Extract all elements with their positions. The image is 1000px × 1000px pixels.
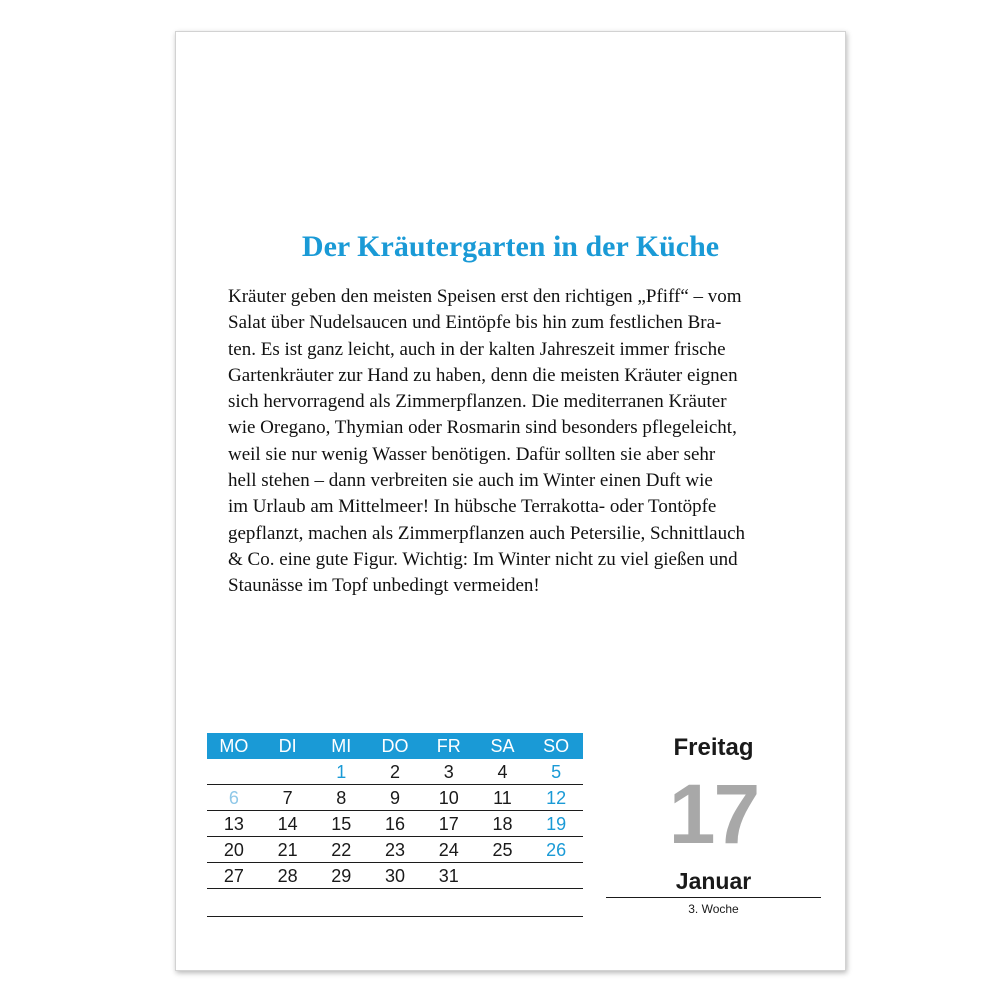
- calendar-week-row: [207, 837, 583, 863]
- calendar-week-row: [207, 863, 583, 889]
- calendar-day: 11: [493, 788, 512, 808]
- weekday-label: DI: [278, 736, 297, 756]
- article-line: Kräuter geben den meisten Speisen erst den richtigen „Pfiff“ – vom: [228, 286, 742, 307]
- calendar-day: 21: [277, 840, 298, 860]
- calendar-day: 9: [390, 788, 401, 808]
- calendar-day: 28: [277, 866, 298, 886]
- weekday-header: [207, 733, 583, 759]
- calendar-day: 23: [385, 840, 406, 860]
- day-panel: [606, 732, 821, 916]
- month-calendar: [207, 733, 583, 917]
- article-line: sich hervorragend als Zimmerpflanzen. Die mediterranen Kräuter: [228, 391, 727, 413]
- calendar-day: 10: [438, 788, 459, 808]
- calendar-day: 27: [223, 866, 244, 886]
- calendar-week-row: [207, 759, 583, 785]
- article-line: Gartenkräuter zur Hand zu haben, denn die meisten Kräuter eignen: [228, 364, 738, 386]
- article-body: [228, 284, 808, 600]
- weekday-label: SO: [543, 736, 570, 756]
- article-line: Staunässe im Topf unbedingt vermeiden!: [228, 575, 540, 597]
- article-line: & Co. eine gute Figur. Wichtig: Im Winter nicht zu viel gießen und: [228, 548, 738, 570]
- weekday-label: MI: [331, 736, 352, 756]
- month-name: Januar: [675, 868, 752, 894]
- calendar-day: 24: [438, 840, 459, 860]
- calendar-week-row: [207, 811, 583, 837]
- article-line: wie Oregano, Thymian oder Rosmarin sind besonders pflegeleicht,: [228, 417, 737, 439]
- calendar-day: 3: [443, 762, 454, 782]
- calendar-day-sunday: 26: [546, 840, 567, 860]
- weekday-label: FR: [436, 736, 461, 756]
- calendar-day: 17: [438, 814, 459, 834]
- weekday-label: DO: [381, 736, 409, 756]
- article-line: im Urlaub am Mittelmeer! In hübsche Terrakotta- oder Tontöpfe: [228, 496, 717, 518]
- calendar-day: 22: [331, 840, 352, 860]
- article-line: weil sie nur wenig Wasser benötigen. Dafür sollten sie aber sehr: [228, 443, 716, 465]
- article-line: hell stehen – dann verbreiten sie auch im Winter einen Duft wie: [228, 470, 713, 492]
- article-line: ten. Es ist ganz leicht, auch in der kalten Jahreszeit immer frische: [228, 338, 726, 360]
- calendar-day: 4: [497, 762, 508, 782]
- calendar-day: 31: [438, 866, 459, 886]
- calendar-day: 16: [385, 814, 406, 834]
- weekday-label: SA: [490, 736, 515, 756]
- calendar-day: [476, 863, 530, 888]
- calendar-day: 7: [282, 788, 293, 808]
- divider: [606, 897, 821, 898]
- calendar-day: [207, 759, 261, 784]
- calendar-day: 20: [223, 840, 244, 860]
- calendar-week-row-empty: [207, 889, 583, 917]
- calendar-week-row: [207, 785, 583, 811]
- calendar-day: 2: [390, 762, 401, 782]
- article-title: Der Kräutergarten in der Küche: [301, 230, 720, 263]
- day-number: 17: [668, 767, 759, 861]
- calendar-day-sunday: [529, 863, 583, 888]
- week-number: 3. Woche: [688, 902, 739, 916]
- article-line: gepflanzt, machen als Zimmerpflanzen auch Petersilie, Schnittlauch: [228, 522, 746, 544]
- calendar-day: 18: [492, 814, 513, 834]
- calendar-day: 30: [385, 866, 406, 886]
- article-line: Salat über Nudelsaucen und Eintöpfe bis hin zum festlichen Bra-: [228, 312, 722, 334]
- calendar-day-sunday: 12: [546, 788, 567, 808]
- calendar-day: [261, 759, 315, 784]
- calendar-day: 14: [277, 814, 298, 834]
- calendar-day: 29: [331, 866, 352, 886]
- calendar-page: [175, 31, 846, 971]
- calendar-day-sunday: 5: [551, 762, 562, 782]
- calendar-day: 13: [223, 814, 244, 834]
- calendar-day-sunday: 19: [546, 814, 567, 834]
- calendar-day: 8: [336, 788, 347, 808]
- calendar-day: 1: [336, 762, 347, 782]
- weekday-label: MO: [219, 736, 249, 756]
- weekday-name: Freitag: [673, 734, 754, 761]
- calendar-day: 25: [492, 840, 513, 860]
- calendar-day: 6: [228, 788, 239, 808]
- calendar-day: 15: [331, 814, 352, 834]
